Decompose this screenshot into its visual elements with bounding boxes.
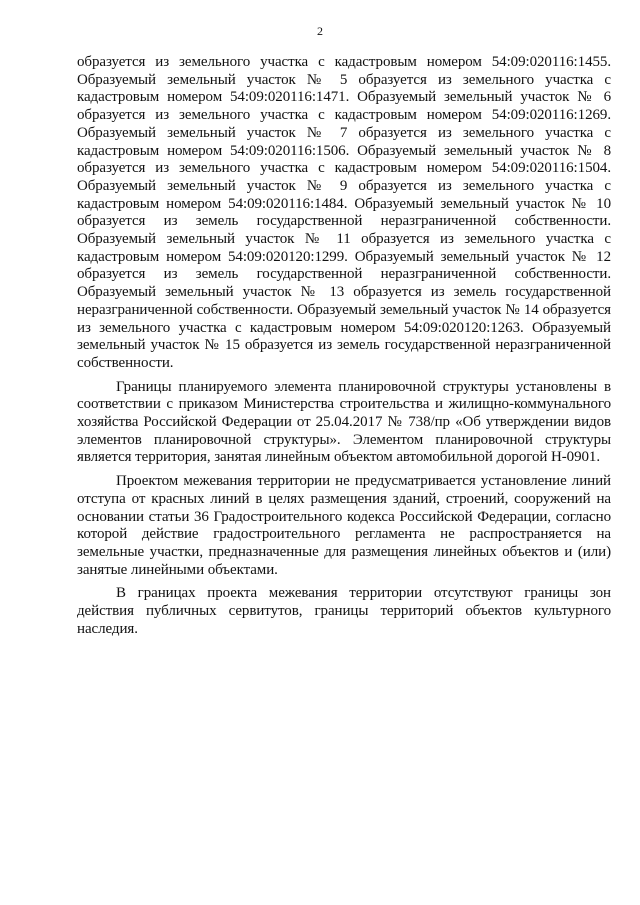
paragraph-red-lines: Проектом межевания территории не предусматривается установление линий отступа от красных линий в целях размещения зданий, строений, сооружений на основании статьи 36 Градостроительного кодекса Российской Федерации, согласно которой действие градостроительного регламента не распространяется на земельные участки, предназначенные для размещения линейных объектов и (или) занятые линейными объектами.	[77, 473, 611, 578]
body-text	[77, 54, 611, 639]
paragraph-land-plots: образуется из земельного участка с кадастровым номером 54:09:020116:1455. Образуемый земельный участок № 5 образуется из земельного участка с кадастровым номером 54:09:020116:1471. Образуемый земельный участок № 6 образуется из земельного участка с кадастровым номером 54:09:020116:1269. Образуемый земельный участок № 7 образуется из земельного участка с кадастровым номером 54:09:020116:1506. Образуемый земельный участок № 8 образуется из земельного участка с кадастровым номером 54:09:020116:1504. Образуемый земельный участок № 9 образуется из земельного участка с кадастровым номером 54:09:020116:1484. Образуемый земельный участок № 10 образуется из земель государственной неразграниченной собственности. Образуемый земельный участок № 11 образуется из земельного участка с кадастровым номером 54:09:020120:1299. Образуемый земельный участок № 12 образуется из земель государственной неразграниченной собственности. Образуемый земельный участок № 13 образуется из земель государственной неразграниченной собственности. Образуемый земельный участок № 14 образуется из земельного участка с кадастровым номером 54:09:020120:1263. Образуемый земельный участок № 15 образуется из земель государственной неразграниченной собственности.	[77, 54, 611, 371]
page-number: 2	[317, 24, 323, 38]
paragraph-servitudes: В границах проекта межевания территории отсутствуют границы зон действия публичных сервитутов, границы территорий объектов культурного наследия.	[77, 585, 611, 637]
paragraph-planning-boundaries: Границы планируемого элемента планировочной структуры установлены в соответствии с приказом Министерства строительства и жилищно-коммунального хозяйства Российской Федерации от 25.04.2017 № 738/пр «Об утверждении видов элементов планировочной структуры». Элементом планировочной структуры является территория, занятая линейным объектом автомобильной дорогой Н-0901.	[77, 378, 611, 466]
